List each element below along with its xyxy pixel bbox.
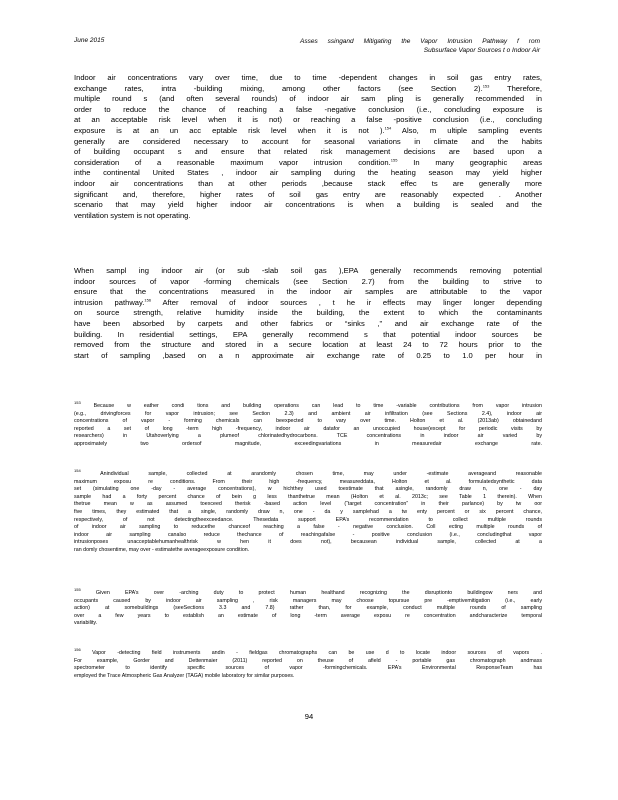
text-line: inthe continental United States , indoor air sampling during the heating season may yield higher xyxy=(74,168,542,178)
text-line: have been absorbed by carpets and other fabrics or “sinks ,” and air exchange rate of the xyxy=(74,318,542,328)
header-date: June 2015 xyxy=(74,37,105,44)
footnote-line: $^{155}$ Given EPA’s over -arching duty to protect human healthand recognizing the disruptionto buildingow ners and xyxy=(74,587,542,596)
text-line: indoor sources of vapor -forming chemicals (see Section 2.7) from the building to strive to xyxy=(74,276,542,286)
text-line: at an acceptable risk level when it is not) or reaching a false -positive conclusion (i.e., concluding xyxy=(74,115,542,125)
header-title-line1: Asses ssingand Mitigating the Vapor Intrusion Pathway f rom xyxy=(300,38,540,45)
footnote-line: thetrue mean w as assumed toexceed therisk -based action level (“target concentration” in their parlance) by tw oor xyxy=(74,501,542,508)
footnote-number: 154 xyxy=(74,468,81,474)
footnote-line: action) at somebuildings (seeSections 3.3 and 7.8) rather than, for example, conduct multiple rounds of sampling xyxy=(74,605,542,612)
header-title xyxy=(300,37,540,55)
footnote-line: concentrations of vapor - forming chemicals can beexpected to vary over time. Holton et al. (2013ab) obtainedand xyxy=(74,418,542,425)
text-line: generally are considered necessary to account for seasonal variations in climate and the habits xyxy=(74,136,542,146)
footnote-line: five times, they estimated that a single, randomly draw n, one - da y samplehad a tw enty percent or six percent chance, xyxy=(74,508,542,515)
footnote-line: intrusionposes unacceptablehumanhealthrisk w hen it does not), becausean individual sample, collected at a xyxy=(74,539,542,546)
text-line: order to reduce the chance of reaching a false -negative conclusion (i.e., concluding exposure is xyxy=(74,104,542,114)
footnote-line: occupants caused by indoor air sampling , risk managers may choose topursue pre -emptivemitigation (i.e., early xyxy=(74,597,542,604)
footnote-number: 155 xyxy=(74,587,81,593)
text-line: significant and, therefore, higher rates of soil gas entry are reasonably expected . Another xyxy=(74,189,542,199)
footnote-line: (e.g., drivingforces for vapor intrusion; see Section 2.3) and ambient air infiltration (see Sections 2.4), indoor air xyxy=(74,410,542,417)
footnote-line: set (simulating one -day - average concentrations), w hichthey used toestimate that asingle, randomly draw n, one - day xyxy=(74,486,542,493)
footnote-155 xyxy=(74,587,542,628)
footnote-156 xyxy=(74,647,542,680)
text-line: multiple round s (and often several rounds) of indoor air sam pling is generally recommended in xyxy=(74,94,542,104)
text-line: When sampl ing indoor air (or sub -slab soil gas ),EPA generally recommends removing potential xyxy=(74,266,542,275)
footnote-ref: 156 xyxy=(144,297,152,303)
text-line: consideration of a reasonable maximum vapor intrusion condition.$^{155}$ In many geographic areas xyxy=(74,157,543,167)
footnote-line: researchers) in Utahoverlying a plumeof chlorinatedhydrocarbons. TCE concentrations in indoor air varied by xyxy=(74,433,542,440)
footnote-line: $^{153}$ Because w eather condi tions and building operations can lead to time -variable contributions from vapor intrusion xyxy=(74,400,542,409)
text-line: ensure that the concentrations measured in the indoor air samples are attributable to the vapor xyxy=(74,287,542,297)
footnote-ref: 154 xyxy=(384,125,392,131)
footnote-line: ran domly chosentime, may over - estimatethe averageexposure condition. xyxy=(74,546,250,553)
footnote-ref: 153 xyxy=(482,83,490,89)
body-paragraph-1 xyxy=(74,73,542,221)
text-line: scenario that may yield higher indoor air concentrations is when a building is sealed and the xyxy=(74,200,542,210)
footnote-line: $^{156}$ Vapor -detecting field instruments andin - fieldgas chromatographs can be use d to locate indoor sources of vapors . xyxy=(74,647,542,656)
footnote-line: sample had a forty percent chance of bein g less thanthetrue mean (Holton et al. 2013c; see Table 1 therein). When xyxy=(74,493,542,500)
footnote-line: For example, Gorder and Dettenmaier (2011) reported on theuse of afield - portable gas chromatograph andmass xyxy=(74,657,542,664)
footnote-line: spectrometer to identify specific sources of vapor -formingchemicals. EPA’s Environmental ResponseTeam has xyxy=(74,665,542,672)
footnote-154 xyxy=(74,468,542,555)
footnote-line: indoor air sampling canalso reduce thechance of reachingafalse - positive conclusion (i.e., concludingthat vapor xyxy=(74,531,542,538)
footnote-number: 153 xyxy=(74,400,81,406)
footnote-line: over a few years to establish an estimate of long -term average exposu re concentration andcharacterize temporal xyxy=(74,612,542,619)
text-line: exchange rates, intra -building mixing, among other factors (see Section 2).$^{153}$ Therefore, xyxy=(74,83,542,93)
text-line: removed from the structure and stored in a secure location at least 24 to 72 hours prior to the xyxy=(74,340,542,350)
text-line: on source strength, relative humidity inside the building, the extent to which the contaminants xyxy=(74,308,542,318)
header-title-line2: Subsurface Vapor Sources t o Indoor Air xyxy=(423,47,540,54)
footnote-ref: 155 xyxy=(390,157,398,163)
footnote-number: 156 xyxy=(74,647,81,653)
footnote-line: employed the Trace Atmospheric Gas Analyzer (TAGA) mobile laboratory for similar purposes. xyxy=(74,672,295,679)
page-number: 94 xyxy=(304,712,314,721)
footnote-line: variability. xyxy=(74,620,98,627)
text-line: exposure is at an un acc eptable risk level when it is not ).$^{154}$ Also, m ultiple sampling events xyxy=(74,125,542,135)
text-line: building. In residential settings, EPA generally recommend s that potential indoor sources be xyxy=(74,329,542,339)
text-line: ventilation system is not operating. xyxy=(74,210,191,220)
footnote-line: of indoor air sampling to reducethe chanceof reaching a false - negative conclusion. Coll ecting multiple rounds of xyxy=(74,524,542,531)
text-line: start of sampling ,based on a n approximate air exchange rate of 0.25 to 1.0 per hour in xyxy=(74,350,542,360)
text-line: Indoor air concentrations vary over time, due to time -dependent changes in soil gas entry rates, xyxy=(74,73,542,82)
text-line: indoor air concentrations than at other periods ,because stack effec ts are generally more xyxy=(74,178,542,188)
text-line: of building occupant s and ensure that related risk management decisions are based upon a xyxy=(74,147,542,157)
footnote-line: respectively, of not detectingtheexceedance. Thesedata support EPA’s recommendation to collect multiple rounds xyxy=(74,516,542,523)
footnote-line: reported a set of long -term high -frequency, indoor air datafor an unoccupied house(except for periodic visits by xyxy=(74,425,542,432)
footnote-line: $^{154}$ Anindividual sample, collected at arandomly chosen time, may under -estimate averageand reasonable xyxy=(74,468,542,477)
footnote-153 xyxy=(74,400,542,449)
footnote-line: approximately two ordersof magnitude, exceedingvariations in measuredair exchange rate. xyxy=(74,440,542,447)
footnote-line: maximum exposu re conditions. From their high -frequency, measureddata, Holton et al. formulatedsynthetic data xyxy=(74,478,542,485)
text-line: intrusion pathway.$^{156}$ After removal of indoor sources , t he ir effects may linger longer depending xyxy=(74,297,542,307)
body-paragraph-2 xyxy=(74,266,542,361)
